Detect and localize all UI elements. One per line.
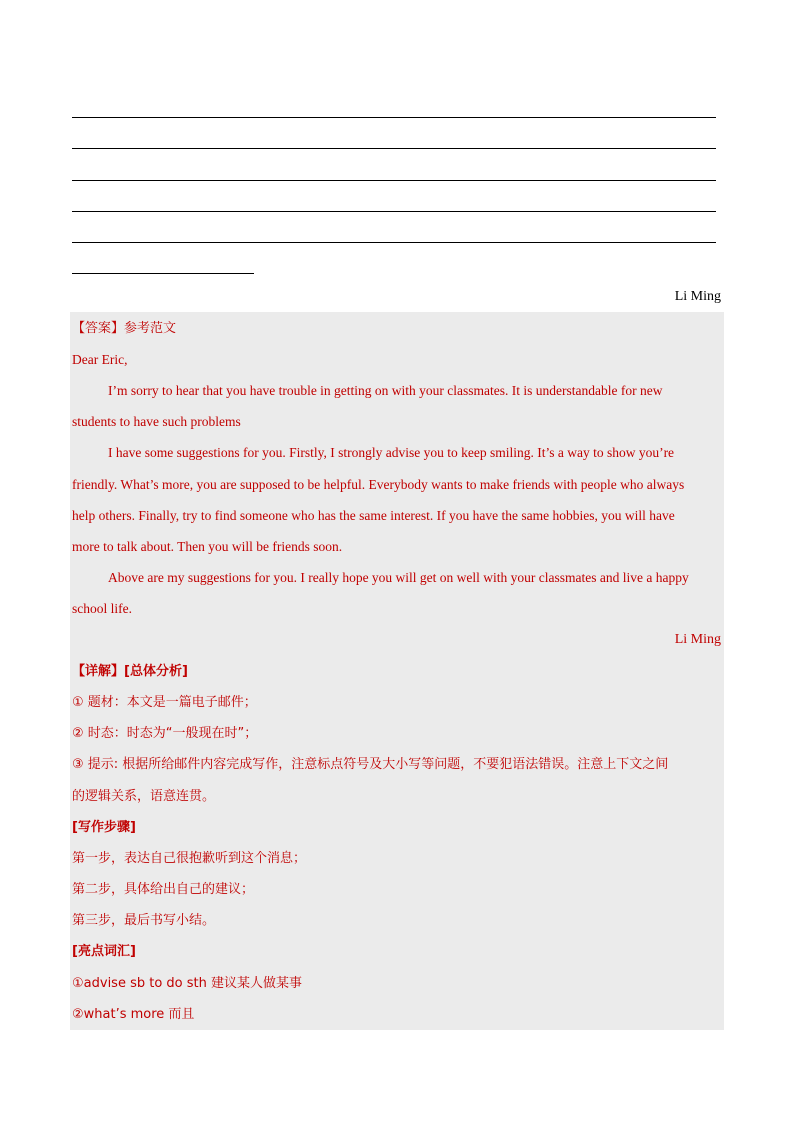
vocab-item-1: ①advise sb to do sth 建议某人做某事: [72, 976, 303, 991]
writing-line-3: [72, 180, 716, 181]
analysis-item-1: ① 题材：本文是一篇电子邮件；: [72, 695, 257, 710]
writing-line-1: [72, 117, 716, 118]
signature: Li Ming: [674, 289, 721, 304]
steps-heading: [写作步骤]: [72, 820, 136, 835]
writing-line-short: [72, 273, 254, 274]
analysis-item-3-line1: ③ 提示: 根据所给邮件内容完成写作，注意标点符号及大小写等问题，不要犯语法错误。注意上下文之间: [72, 757, 669, 772]
answer-p2-line1: I have some suggestions for you. Firstly, I strongly advise you to keep smiling. It’s a way to show you’re: [108, 445, 675, 460]
writing-line-5: [72, 242, 716, 243]
answer-p1-line2: students to have such problems: [72, 414, 241, 429]
step-3: 第三步，最后书写小结。: [72, 913, 216, 928]
answer-p2-line2: friendly. What’s more, you are supposed to be helpful. Everybody wants to make friends with people who always: [72, 477, 685, 492]
vocab-item-2: ②what’s more 而且: [72, 1007, 195, 1022]
step-2: 第二步，具体给出自己的建议；: [72, 882, 255, 897]
answer-p3-line2: school life.: [72, 601, 132, 616]
analysis-item-3-line2: 的逻辑关系，语意连贯。: [72, 789, 216, 804]
vocab-heading: [亮点词汇]: [72, 944, 136, 959]
answer-salutation: Dear Eric,: [72, 352, 128, 367]
answer-p2-line3: help others. Finally, try to find someone who has the same interest. If you have the same hobbies, you will have: [72, 508, 675, 523]
writing-line-2: [72, 148, 716, 149]
answer-p2-line4: more to talk about. Then you will be friends soon.: [72, 539, 343, 554]
answer-signature: Li Ming: [674, 632, 721, 647]
answer-p3-line1: Above are my suggestions for you. I really hope you will get on well with your classmates and live a happy: [108, 570, 689, 585]
answer-heading: 【答案】参考范文: [72, 321, 177, 336]
analysis-item-2: ② 时态：时态为“一般现在时”；: [72, 726, 258, 741]
writing-line-4: [72, 211, 716, 212]
step-1: 第一步，表达自己很抱歉听到这个消息；: [72, 851, 307, 866]
analysis-heading: 【详解】[总体分析]: [72, 664, 188, 679]
answer-p1-line1: I’m sorry to hear that you have trouble in getting on with your classmates. It is understandable for new: [108, 383, 663, 398]
